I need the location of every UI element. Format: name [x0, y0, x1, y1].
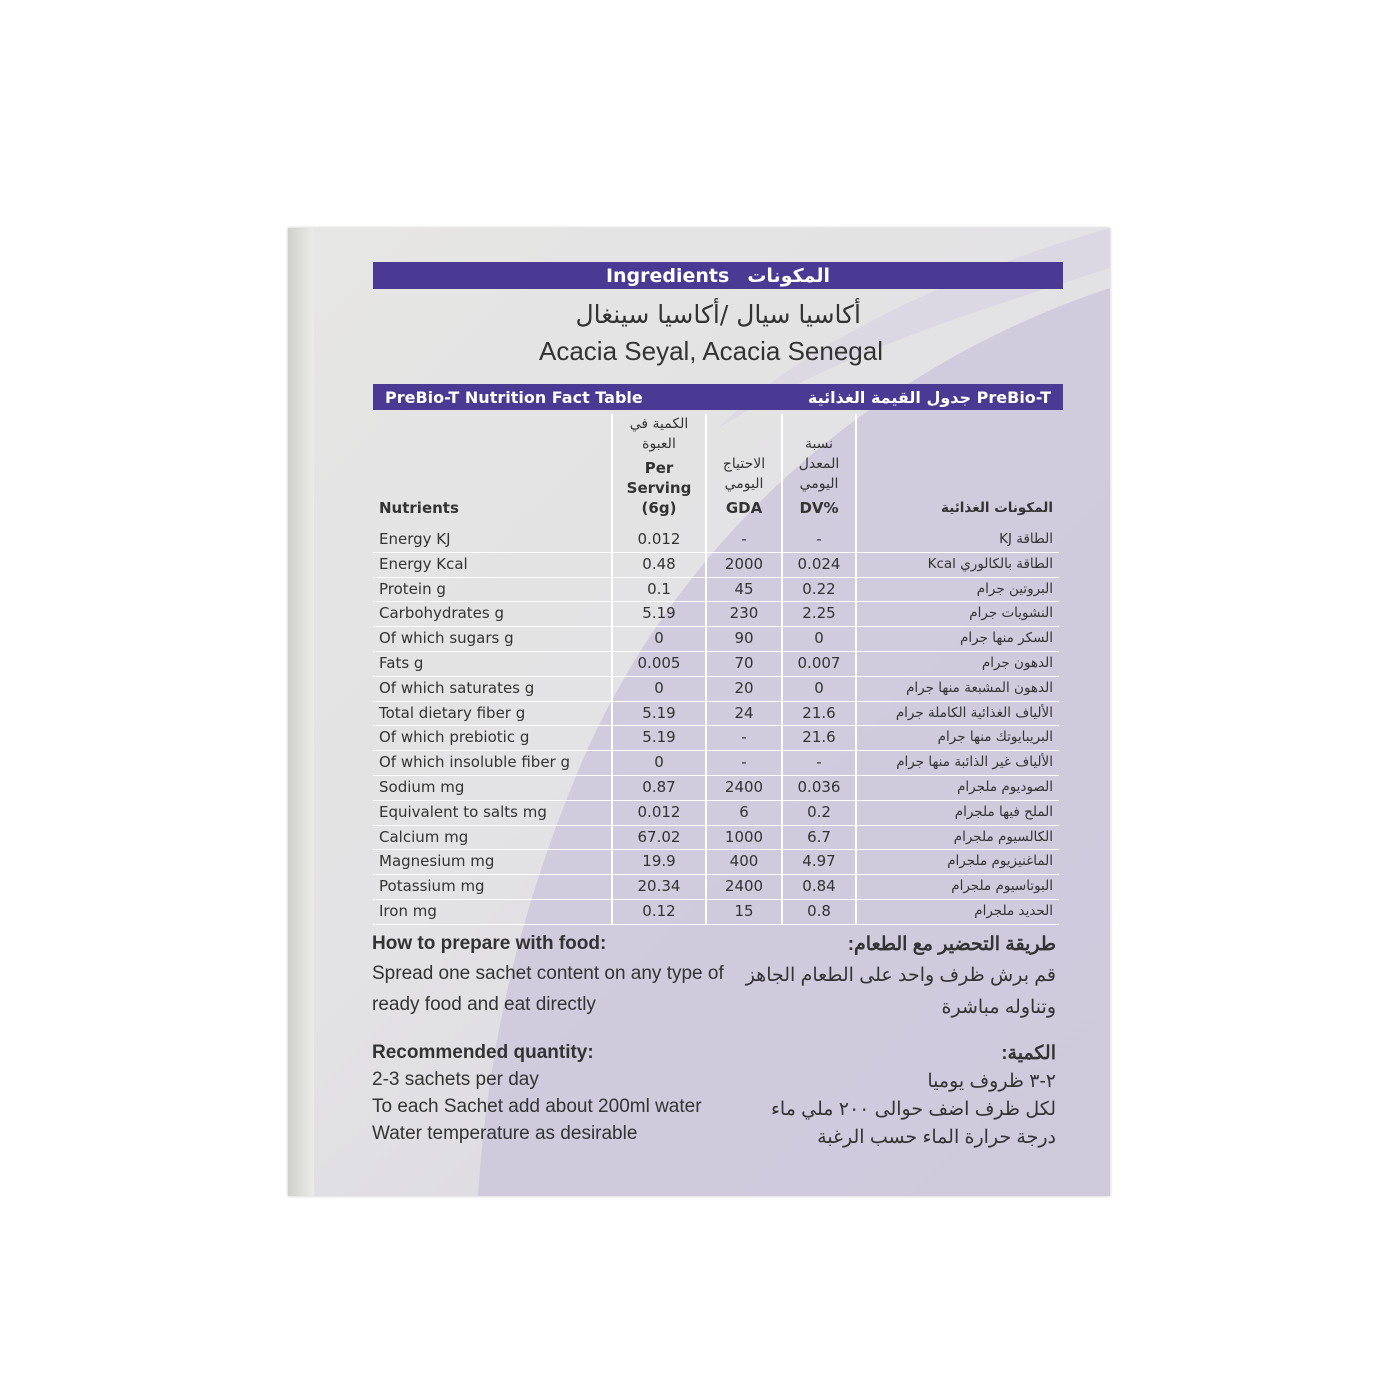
- nutrient-name-ar: السكر منها جرام: [856, 627, 1059, 652]
- prepare-line2-en: ready food and eat directly: [372, 994, 596, 1015]
- nutrient-name-ar: الألياف الغذائية الكاملة جرام: [856, 701, 1059, 726]
- gda-value: 1000: [706, 825, 782, 850]
- prepare-line1-ar: قم برش ظرف واحد على الطعام الجاهز: [745, 965, 1056, 986]
- table-row: [373, 676, 1059, 701]
- per-serving-value: 5.19: [612, 602, 706, 627]
- gda-value: 2000: [706, 552, 782, 577]
- dv-value: 0: [782, 627, 856, 652]
- nutrition-title-en: PreBio-T Nutrition Fact Table: [385, 387, 643, 407]
- quantity-title-ar: الكمية:: [1001, 1043, 1056, 1064]
- gda-value: 24: [706, 701, 782, 726]
- prepare-section-ar: [730, 933, 1056, 1019]
- per-serving-value: 0.1: [612, 577, 706, 602]
- nutrient-name-ar: النشويات جرام: [856, 602, 1059, 627]
- dv-value: 0.036: [782, 775, 856, 800]
- nutrient-name-en: Sodium mg: [373, 775, 612, 800]
- gda-value: 90: [706, 627, 782, 652]
- table-row: [373, 775, 1059, 800]
- nutrient-name-en: Of which prebiotic g: [373, 726, 612, 751]
- table-row: [373, 850, 1059, 875]
- per-serving-value: 19.9: [612, 850, 706, 875]
- quantity-section-ar: [730, 1042, 1056, 1149]
- nutrient-name-en: Of which insoluble fiber g: [373, 751, 612, 776]
- header-per-serving-ar: الكمية في العبوة: [629, 416, 689, 452]
- header-dv: [782, 414, 856, 528]
- nutrient-name-en: Potassium mg: [373, 875, 612, 900]
- per-serving-value: 0.87: [612, 775, 706, 800]
- dv-value: 0.22: [782, 577, 856, 602]
- prepare-line2-ar: وتناوله مباشرة: [941, 997, 1056, 1018]
- per-serving-value: 0.12: [612, 899, 706, 924]
- gda-value: 6: [706, 800, 782, 825]
- table-row: [373, 726, 1059, 751]
- ingredients-title-en: Ingredients: [605, 264, 730, 287]
- nutrient-name-en: Fats g: [373, 651, 612, 676]
- gda-value: -: [706, 726, 782, 751]
- prepare-line1-en: Spread one sachet content on any type of: [372, 963, 724, 984]
- table-row: [373, 800, 1059, 825]
- ingredients-title-ar: المكونات: [747, 264, 831, 287]
- nutrition-title-ar: PreBio-T جدول القيمة الغذائية: [807, 387, 1051, 407]
- header-gda-ar: الاحتياج اليومي: [722, 456, 766, 492]
- per-serving-value: 0: [612, 676, 706, 701]
- per-serving-value: 0.48: [612, 552, 706, 577]
- quantity-line3-en: Water temperature as desirable: [372, 1123, 638, 1144]
- table-row: [373, 528, 1059, 552]
- nutrient-name-ar: الدهون جرام: [856, 651, 1059, 676]
- nutrient-name-en: Of which sugars g: [373, 627, 612, 652]
- dv-value: -: [782, 751, 856, 776]
- header-per-serving: [612, 414, 706, 528]
- per-serving-value: 0.012: [612, 800, 706, 825]
- table-row: [373, 825, 1059, 850]
- dv-value: 0.007: [782, 651, 856, 676]
- per-serving-value: 0.012: [612, 528, 706, 552]
- header-dv-ar: نسبة المعدل اليومي: [798, 436, 840, 492]
- dv-value: 0.8: [782, 899, 856, 924]
- nutrient-name-en: Magnesium mg: [373, 850, 612, 875]
- nutrient-name-en: Equivalent to salts mg: [373, 800, 612, 825]
- table-row: [373, 875, 1059, 900]
- table-row: [373, 651, 1059, 676]
- nutrient-name-en: Total dietary fiber g: [373, 701, 612, 726]
- per-serving-value: 67.02: [612, 825, 706, 850]
- dv-value: 0: [782, 676, 856, 701]
- quantity-line2-ar: لكل ظرف اضف حوالى ٢٠٠ ملي ماء: [770, 1099, 1056, 1120]
- gda-value: -: [706, 528, 782, 552]
- dv-value: 4.97: [782, 850, 856, 875]
- quantity-section-en: [372, 1042, 742, 1145]
- table-row: [373, 751, 1059, 776]
- table-row: [373, 602, 1059, 627]
- dv-value: 21.6: [782, 726, 856, 751]
- gda-value: 20: [706, 676, 782, 701]
- nutrient-name-en: Calcium mg: [373, 825, 612, 850]
- nutrient-name-en: Of which saturates g: [373, 676, 612, 701]
- header-dv-en: DV%: [799, 499, 839, 517]
- per-serving-value: 0: [612, 627, 706, 652]
- gda-value: 400: [706, 850, 782, 875]
- per-serving-value: 5.19: [612, 726, 706, 751]
- dv-value: 2.25: [782, 602, 856, 627]
- nutrient-name-ar: الكالسيوم ملجرام: [856, 825, 1059, 850]
- quantity-line1-en: 2-3 sachets per day: [372, 1069, 539, 1090]
- prepare-title-en: How to prepare with food:: [372, 933, 607, 954]
- gda-value: -: [706, 751, 782, 776]
- quantity-line3-ar: درجة حرارة الماء حسب الرغبة: [817, 1127, 1056, 1148]
- per-serving-value: 0.005: [612, 651, 706, 676]
- gda-value: 230: [706, 602, 782, 627]
- ingredients-list-en: Acacia Seyal, Acacia Senegal: [539, 336, 883, 366]
- nutrition-table: [373, 414, 1059, 925]
- nutrient-name-ar: البريبايوتك منها جرام: [856, 726, 1059, 751]
- gda-value: 45: [706, 577, 782, 602]
- nutrient-name-en: Iron mg: [373, 899, 612, 924]
- nutrient-name-en: Carbohydrates g: [373, 602, 612, 627]
- nutrient-name-en: Protein g: [373, 577, 612, 602]
- dv-value: -: [782, 528, 856, 552]
- per-serving-value: 20.34: [612, 875, 706, 900]
- dv-value: 0.84: [782, 875, 856, 900]
- table-row: [373, 899, 1059, 924]
- gda-value: 70: [706, 651, 782, 676]
- dv-value: 21.6: [782, 701, 856, 726]
- quantity-line1-ar: ٢-٣ ظروف يوميا: [927, 1071, 1056, 1092]
- table-row: [373, 627, 1059, 652]
- nutrient-name-ar: الملح فيها ملجرام: [856, 800, 1059, 825]
- dv-value: 0.024: [782, 552, 856, 577]
- nutrient-name-ar: الطاقة بالكالوري Kcal: [856, 552, 1059, 577]
- nutrient-name-ar: الماغنيزيوم ملجرام: [856, 850, 1059, 875]
- nutrient-name-ar: الدهون المشبعة منها جرام: [856, 676, 1059, 701]
- table-row: [373, 552, 1059, 577]
- quantity-line2-en: To each Sachet add about 200ml water: [372, 1096, 702, 1117]
- prepare-section-en: [372, 933, 742, 1016]
- per-serving-value: 0: [612, 751, 706, 776]
- nutrition-table-header: [373, 414, 1059, 528]
- table-row: [373, 701, 1059, 726]
- nutrient-name-ar: الألياف غير الذائبة منها جرام: [856, 751, 1059, 776]
- nutrient-name-ar: البروتين جرام: [856, 577, 1059, 602]
- box-side-edge: [288, 228, 314, 1196]
- header-per-serving-en: Per Serving (6g): [626, 459, 692, 517]
- prepare-title-ar: طريقة التحضير مع الطعام:: [847, 934, 1056, 955]
- nutrient-name-ar: الحديد ملجرام: [856, 899, 1059, 924]
- gda-value: 2400: [706, 875, 782, 900]
- per-serving-value: 5.19: [612, 701, 706, 726]
- ingredients-list-ar: أكاسيا سيال /أكاسيا سينغال: [575, 300, 861, 329]
- dv-value: 6.7: [782, 825, 856, 850]
- header-nutrients-en: Nutrients: [379, 499, 459, 517]
- header-gda: [706, 414, 782, 528]
- ingredients-header-band: [373, 262, 1063, 289]
- nutrition-header-band: [373, 384, 1063, 410]
- header-nutrients-ar: المكونات الغذائية: [856, 414, 1059, 528]
- quantity-title-en: Recommended quantity:: [372, 1042, 594, 1063]
- gda-value: 15: [706, 899, 782, 924]
- nutrient-name-en: Energy KJ: [373, 528, 612, 552]
- nutrient-name-ar: الصوديوم ملجرام: [856, 775, 1059, 800]
- table-row: [373, 577, 1059, 602]
- nutrient-name-ar: البوتاسيوم ملجرام: [856, 875, 1059, 900]
- nutrient-name-en: Energy Kcal: [373, 552, 612, 577]
- nutrient-name-ar: الطاقة KJ: [856, 528, 1059, 552]
- dv-value: 0.2: [782, 800, 856, 825]
- gda-value: 2400: [706, 775, 782, 800]
- header-gda-en: GDA: [725, 499, 763, 517]
